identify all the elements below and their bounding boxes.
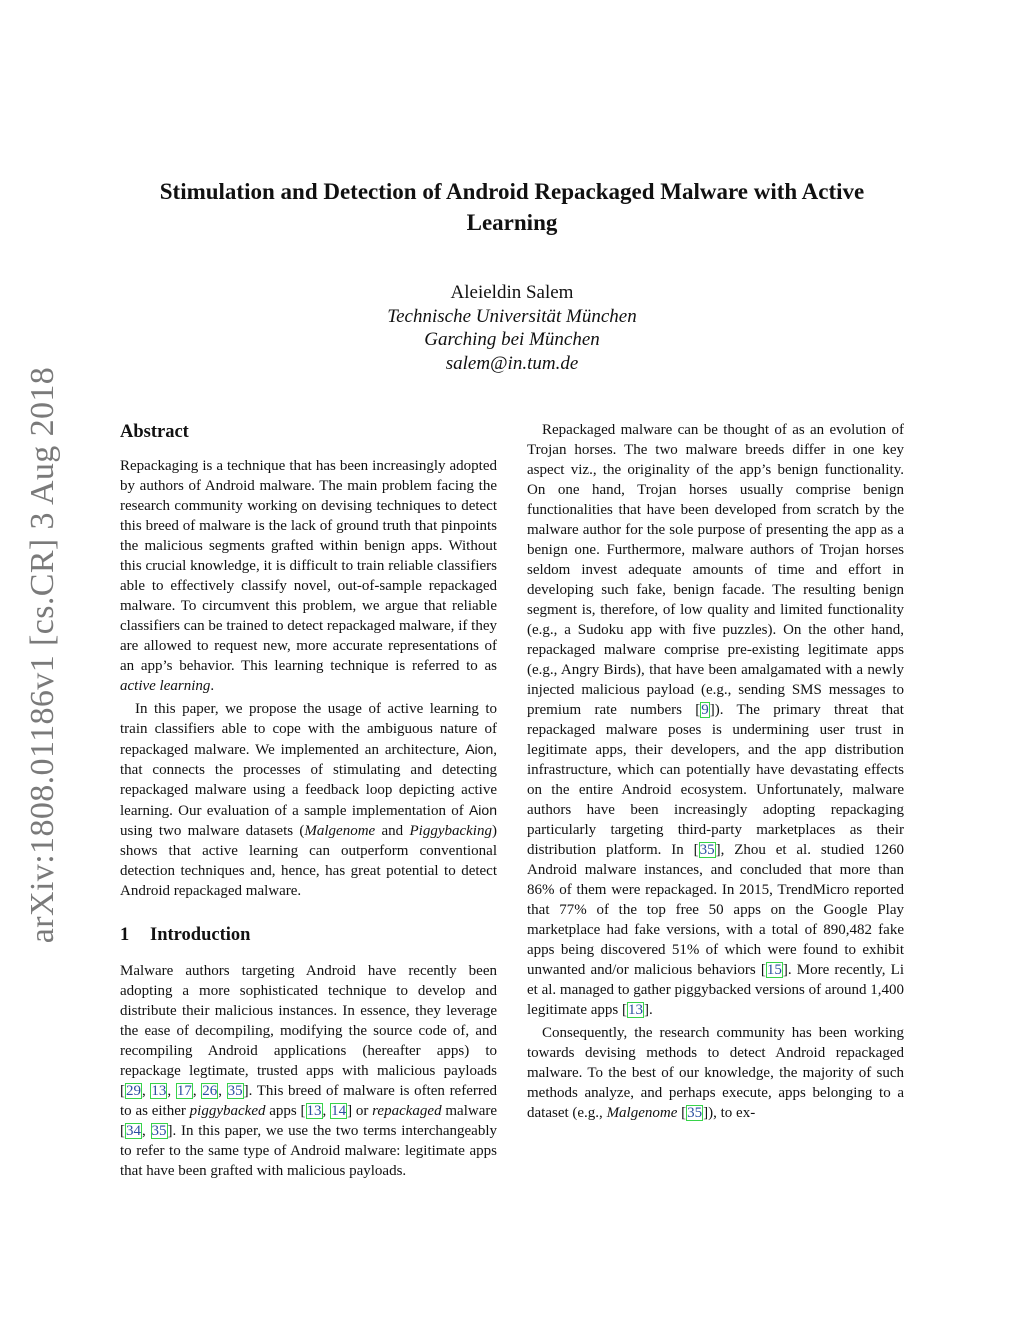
author-name: Aleieldin Salem: [450, 282, 574, 303]
citation-link[interactable]: 15: [766, 962, 782, 978]
emphasis-piggybacked: piggybacked: [189, 1103, 266, 1119]
system-name-aion: Aion: [468, 802, 497, 818]
citation-link[interactable]: 29: [126, 1083, 141, 1099]
citation-link[interactable]: 13: [151, 1083, 167, 1099]
arxiv-identifier: arXiv:1808.01186v1 [cs.CR] 3 Aug 2018: [24, 366, 61, 944]
dataset-name-malgenome: Malgenome: [304, 823, 376, 839]
citation-link[interactable]: 13: [627, 1002, 643, 1018]
abstract-heading: Abstract: [120, 422, 189, 442]
emphasis-repackaged: repackaged: [372, 1103, 442, 1119]
author-location: Garching bei München: [424, 329, 600, 350]
abstract-paragraph-1: Repackaging is a technique that has been increasingly adopted by authors of Android malware. The main problem facing the research community working on devising techniques to detect this breed of malware is the lack of ground truth that pinpoints the malicious segments grafted within benign apps. Without this crucial knowledge, it is difficult to train reliable classifiers able to effectively classify novel, out-of-sample repackaged malware. To circumvent this problem, we argue that reliable classifiers can be trained to detect repackaged malware, if they are allowed to request new, more accurate representations of an app’s behavior. This learning technique is referred to as active learning.: [120, 458, 497, 694]
abstract-paragraph-2: In this paper, we propose the usage of active learning to train classifiers able to cope with the ambiguous nature of repackaged malware. We implemented an architecture, Aion, that connects the processes of stimulating and detecting repackaged malware using a feedback loop depicting active learning. Our evaluation of a sample implementation of Aion using two malware datasets (Malgenome and Piggybacking) shows that active learning can outperform conventional detection techniques and, hence, has great potential to detect Android repackaged malware.: [120, 701, 497, 899]
left-column: [120, 420, 497, 1181]
citation-link[interactable]: 35: [699, 842, 715, 858]
intro-paragraph-2: Repackaged malware can be thought of as an evolution of Trojan horses. The two malware breeds differ in one key aspect viz., the originality of the app’s benign functionality. On one hand, Trojan horses usually comprise benign functionalities that have been developed from scratch by the malware author for the sole purpose of presenting the app as a benign one. Furthermore, malware authors of Trojan horses seldom invest adequate amounts of time and effort in developing such fake, benign facade. The resulting benign segment is, therefore, of low quality and limited functionality (e.g., a Sudoku app with five puzzles). On the other hand, repackaged malware comprise pre-existing legitimate apps (e.g., Angry Birds), that have been amalgamated with a newly injected malicious payload (e.g., sending SMS messages to premium rate numbers [9]). The primary threat that repackaged malware poses is undermining user trust in legitimate apps, their developers, and the app distribution infrastructure, which can potentially have devastating effects on the entire Android ecosystem. Unfortunately, malware authors have been increasingly adopting repackaging particularly targeting third-party marketplaces as their distribution platform. In [35], Zhou et al. studied 1260 Android malware instances, and concluded that more than 86% of them were repackaged. In 2015, TrendMicro reported that 77% of the top free 50 apps on the Google Play marketplace had fake versions, with a total of 890,482 fake apps being discovered 51% of which were found to exhibit unwanted and/or malicious behaviors [15]. More recently, Li et al. managed to gather piggybacked versions of around 1,400 legitimate apps [13].: [527, 422, 904, 1018]
paper-title: Stimulation and Detection of Android Repackaged Malware with Active Learning: [159, 179, 865, 235]
citation-link[interactable]: 26: [202, 1083, 218, 1099]
introduction-heading: [120, 923, 497, 947]
system-name-aion: Aion: [465, 741, 494, 757]
citation-link[interactable]: 13: [306, 1103, 322, 1119]
citation-link[interactable]: 9: [701, 702, 709, 718]
citation-link[interactable]: 35: [227, 1083, 243, 1099]
section-title: Introduction: [150, 925, 251, 945]
dataset-name-piggybacking: Piggybacking: [409, 823, 492, 839]
emphasis-active-learning: active learning: [120, 678, 211, 694]
author-affiliation: Technische Universität München: [387, 305, 637, 327]
citation-link[interactable]: 14: [331, 1103, 347, 1119]
citation-link[interactable]: 35: [687, 1105, 703, 1121]
dataset-name-malgenome: Malgenome: [606, 1105, 678, 1121]
citation-link[interactable]: 17: [176, 1083, 192, 1099]
right-column: [527, 420, 904, 1123]
section-number: 1: [120, 925, 130, 945]
citation-link[interactable]: 35: [151, 1123, 167, 1139]
citation-link[interactable]: 34: [126, 1123, 141, 1139]
author-block: [120, 281, 904, 375]
intro-paragraph-1: Malware authors targeting Android have recently been adopting a more sophisticated technique to develop and distribute their malicious instances. In essence, they leverage the ease of decompiling, modifying the source code of, and recompiling Android applications (hereafter apps) to repackage legtimate, trusted apps with malicious payloads [29, 13, 17, 26, 35]. This breed of malware is often referred to as either piggybacked apps [13, 14] or repackaged malware [34, 35]. In this paper, we use the two terms interchangeably to refer to the same type of Android malware: legitimate apps that have been grafted with malicious payloads.: [120, 963, 498, 1179]
intro-paragraph-3: Consequently, the research community has been working towards devising methods to detect Android repackaged malware. To the best of our knowledge, the majority of such methods analyze, and perhaps execute, apps belonging to a dataset (e.g., Malgenome [35]), to ex-: [527, 1025, 904, 1121]
author-email: salem@in.tum.de: [445, 352, 579, 374]
arxiv-identifier-margin: [20, 355, 66, 955]
